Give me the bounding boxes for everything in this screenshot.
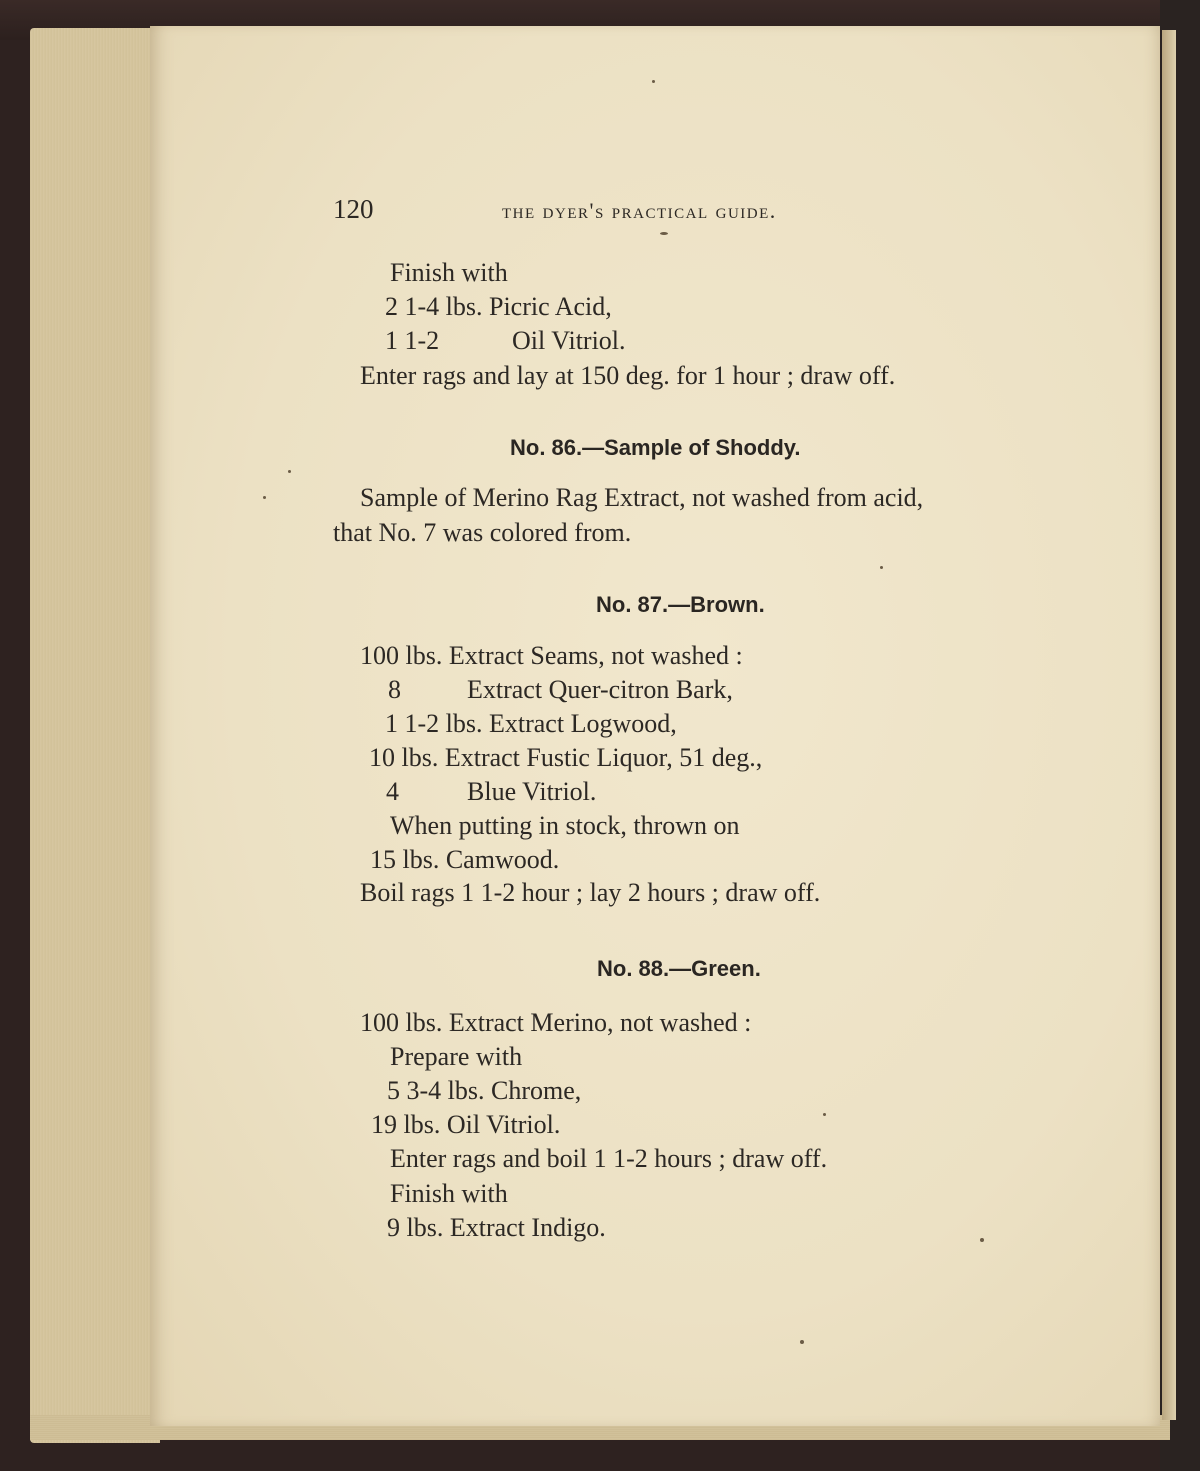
- paper-speck: [263, 496, 266, 499]
- intro-line: Enter rags and lay at 150 deg. for 1 hour ; draw off.: [360, 361, 896, 390]
- body-line: that No. 7 was colored from.: [333, 518, 632, 547]
- page-number: 120: [333, 194, 374, 224]
- intro-line: 2 1-4 lbs. Picric Acid,: [385, 292, 612, 321]
- recipe-line: Boil rags 1 1-2 hour ; lay 2 hours ; draw off.: [360, 878, 821, 907]
- recipe-line-qty: 8: [388, 675, 401, 704]
- recipe-line: Enter rags and boil 1 1-2 hours ; draw off.: [390, 1144, 828, 1173]
- paper-speck: [980, 1238, 984, 1242]
- section-heading: No. 87.—Brown.: [596, 592, 765, 617]
- intro-line-item: Oil Vitriol.: [512, 326, 626, 355]
- recipe-line: Prepare with: [390, 1042, 523, 1071]
- facing-page-edge: [1162, 30, 1176, 1420]
- recipe-line: 1 1-2 lbs. Extract Logwood,: [385, 709, 677, 738]
- running-head-text: the dyer's practical guide.: [502, 198, 777, 223]
- recipe-line: 10 lbs. Extract Fustic Liquor, 51 deg.,: [369, 743, 763, 772]
- section-heading: No. 86.—Sample of Shoddy.: [510, 435, 801, 460]
- recipe-line: Finish with: [390, 1179, 508, 1208]
- page-edges: [30, 28, 160, 1443]
- paper-speck: [800, 1340, 804, 1344]
- intro-line: Finish with: [390, 258, 508, 287]
- recipe-line-item: Blue Vitriol.: [467, 777, 597, 806]
- recipe-line-qty: 4: [386, 777, 399, 806]
- paper-speck: [288, 470, 291, 473]
- recipe-line: 100 lbs. Extract Seams, not washed :: [360, 641, 743, 670]
- running-head: [502, 200, 777, 222]
- paper-speck: [880, 566, 883, 569]
- paper-speck: [652, 80, 655, 83]
- section-heading: No. 88.—Green.: [597, 956, 761, 981]
- recipe-line: 5 3-4 lbs. Chrome,: [387, 1076, 582, 1105]
- recipe-line: 100 lbs. Extract Merino, not washed :: [360, 1008, 752, 1037]
- recipe-line: 15 lbs. Camwood.: [370, 845, 560, 874]
- body-line: Sample of Merino Rag Extract, not washed from acid,: [360, 483, 924, 512]
- paper-speck: [823, 1113, 826, 1116]
- recipe-line: 19 lbs. Oil Vitriol.: [371, 1110, 561, 1139]
- paper-speck: [660, 232, 668, 235]
- recipe-line: 9 lbs. Extract Indigo.: [387, 1213, 606, 1242]
- intro-line-qty: 1 1-2: [385, 326, 440, 355]
- recipe-line: When putting in stock, thrown on: [390, 811, 740, 840]
- recipe-line-item: Extract Quer-citron Bark,: [467, 675, 733, 704]
